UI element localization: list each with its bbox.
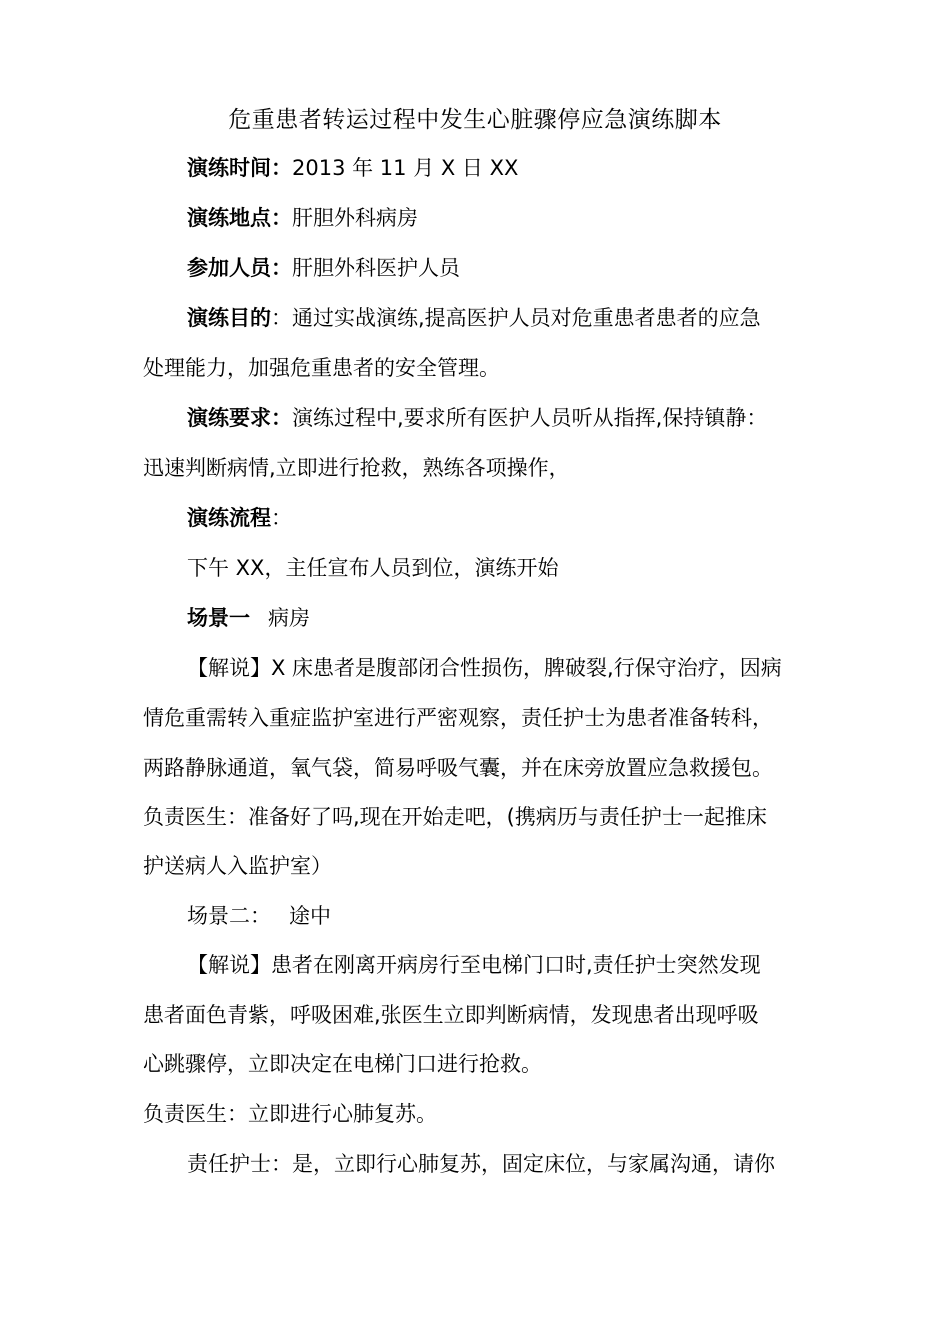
requirement-line-2: 迅速判断病情,立即进行抢救，熟练各项操作， xyxy=(143,456,570,480)
scene1-line: 护送病人入监护室） xyxy=(143,854,332,878)
purpose-text: ：通过实战演练,提高医护人员对危重患者患者的应急 xyxy=(271,306,761,330)
scene1-place: 病房 xyxy=(268,606,310,630)
document-title: 危重患者转运过程中发生心脏骤停应急演练脚本 xyxy=(228,107,722,133)
scene1-line: 情危重需转入重症监护室进行严密观察，责任护士为患者准备转科， xyxy=(143,706,773,730)
field-drill-time xyxy=(187,150,518,186)
scene2-label: 场景二： xyxy=(187,904,271,928)
scene1-heading xyxy=(187,600,310,636)
field-label: 演练地点： xyxy=(187,206,292,230)
scene1-line: 两路静脉通道，氧气袋，简易呼吸气囊，并在床旁放置应急救援包。 xyxy=(143,756,773,780)
field-value: 肝胆外科医护人员 xyxy=(292,256,460,280)
scene2-line: 患者面色青紫，呼吸困难,张医生立即判断病情，发现患者出现呼吸 xyxy=(143,1003,759,1027)
field-participants xyxy=(187,250,460,286)
process-start-line: 下午 XX，主任宣布人员到位，演练开始 xyxy=(187,556,559,580)
process-suffix: ： xyxy=(271,506,292,530)
purpose-label: 演练目的 xyxy=(187,306,271,330)
field-label: 参加人员： xyxy=(187,256,292,280)
scene2-line: 负责医生：立即进行心肺复苏。 xyxy=(143,1102,437,1126)
scene1-label: 场景一 xyxy=(187,606,250,630)
scene2-line: 责任护士：是，立即行心肺复苏，固定床位，与家属沟通，请你 xyxy=(187,1152,775,1176)
field-label: 演练时间： xyxy=(187,156,292,180)
requirement-line-1 xyxy=(187,400,767,436)
requirement-label: 演练要求： xyxy=(187,406,292,430)
process-heading xyxy=(187,500,292,536)
scene2-line: 【解说】患者在刚离开病房行至电梯门口时,责任护士突然发现 xyxy=(187,953,761,977)
purpose-line-1 xyxy=(187,300,761,336)
field-value: 肝胆外科病房 xyxy=(292,206,418,230)
scene2-heading xyxy=(187,898,331,934)
scene2-place: 途中 xyxy=(289,904,331,928)
scene1-line: 负责医生：准备好了吗,现在开始走吧，(携病历与责任护士一起推床 xyxy=(143,805,767,829)
purpose-line-2: 处理能力，加强危重患者的安全管理。 xyxy=(143,356,500,380)
requirement-text: 演练过程中,要求所有医护人员听从指挥,保持镇静： xyxy=(292,406,768,430)
field-value: 2013 年 11 月 X 日 XX xyxy=(292,156,519,180)
scene2-line: 心跳骤停，立即决定在电梯门口进行抢救。 xyxy=(143,1052,542,1076)
process-label: 演练流程 xyxy=(187,506,271,530)
scene1-line: 【解说】X 床患者是腹部闭合性损伤，脾破裂,行保守治疗，因病 xyxy=(187,656,782,680)
field-drill-location xyxy=(187,200,418,236)
